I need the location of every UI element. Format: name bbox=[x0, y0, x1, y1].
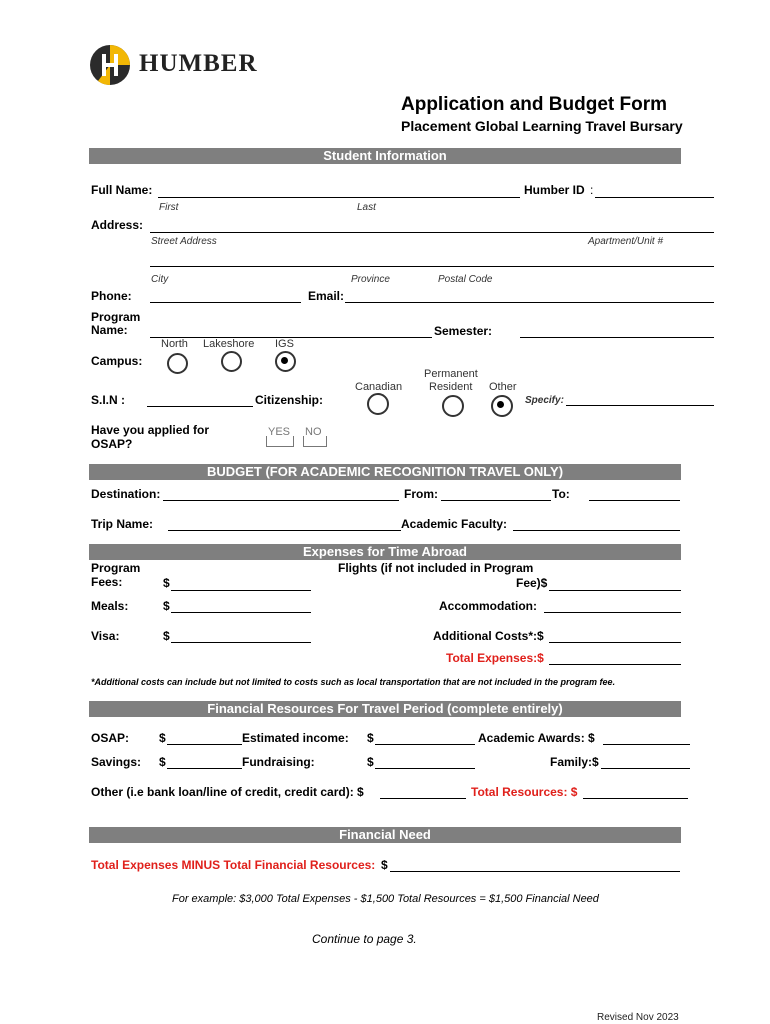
citizenship-permanent-resident-radio[interactable] bbox=[442, 395, 464, 417]
citizenship-canadian-radio[interactable] bbox=[367, 393, 389, 415]
savings-label: Savings: bbox=[91, 755, 142, 769]
email-field[interactable] bbox=[345, 302, 714, 303]
specify-field[interactable] bbox=[566, 405, 714, 406]
osap-no-option[interactable] bbox=[303, 426, 327, 448]
osap-no-label: NO bbox=[305, 426, 322, 438]
humber-id-field[interactable] bbox=[595, 197, 714, 198]
trip-name-label: Trip Name: bbox=[91, 517, 154, 531]
citizenship-option-canadian-label: Canadian bbox=[355, 381, 403, 393]
additional-costs-label: Additional Costs*:$ bbox=[433, 629, 544, 643]
citizenship-option-permanent-label: Permanent bbox=[424, 368, 478, 380]
citizenship-option-resident-label: Resident bbox=[429, 381, 473, 393]
street-caption: Street Address bbox=[151, 236, 217, 247]
citizenship-other-radio[interactable] bbox=[491, 395, 513, 417]
section-financial-resources: Financial Resources For Travel Period (complete entirely) bbox=[89, 701, 681, 717]
osap-yes-option[interactable] bbox=[266, 426, 294, 448]
street-address-field[interactable] bbox=[150, 232, 714, 233]
total-resources-label: Total Resources: $ bbox=[471, 785, 578, 799]
from-label: From: bbox=[404, 487, 438, 501]
meals-label: Meals: bbox=[91, 599, 129, 613]
visa-dollar: $ bbox=[163, 629, 170, 643]
campus-option-igs-label: IGS bbox=[275, 338, 294, 350]
meals-field[interactable] bbox=[171, 612, 311, 613]
campus-option-north-label: North bbox=[161, 338, 188, 350]
osap-question-line1: Have you applied for bbox=[91, 423, 210, 437]
campus-lakeshore-radio[interactable] bbox=[221, 351, 242, 372]
additional-costs-field[interactable] bbox=[549, 642, 681, 643]
program-fees-field[interactable] bbox=[171, 590, 311, 591]
campus-option-lakeshore-label: Lakeshore bbox=[203, 338, 255, 350]
page-title: Application and Budget Form bbox=[401, 94, 667, 115]
flights-label-line2: Fee)$ bbox=[516, 576, 548, 590]
citizenship-option-other-label: Other bbox=[489, 381, 517, 393]
osap-label: OSAP: bbox=[91, 731, 130, 745]
postal-caption: Postal Code bbox=[438, 274, 493, 285]
estimated-income-label: Estimated income: bbox=[242, 731, 349, 745]
full-name-label: Full Name: bbox=[91, 183, 153, 197]
academic-awards-label: Academic Awards: $ bbox=[478, 731, 595, 745]
citizenship-label: Citizenship: bbox=[255, 393, 323, 407]
estimated-income-field[interactable] bbox=[375, 744, 475, 745]
meals-dollar: $ bbox=[163, 599, 170, 613]
section-expenses: Expenses for Time Abroad bbox=[89, 544, 681, 560]
city-province-field[interactable] bbox=[150, 266, 714, 267]
from-field[interactable] bbox=[441, 500, 551, 501]
city-caption: City bbox=[151, 274, 169, 285]
visa-label: Visa: bbox=[91, 629, 120, 643]
estimated-income-dollar: $ bbox=[367, 731, 374, 745]
total-resources-field[interactable] bbox=[583, 798, 688, 799]
logo-text: HUMBER bbox=[139, 50, 258, 77]
family-label: Family:$ bbox=[550, 755, 599, 769]
section-financial-need: Financial Need bbox=[89, 827, 681, 843]
section-budget: BUDGET (FOR ACADEMIC RECOGNITION TRAVEL ONLY) bbox=[89, 464, 681, 480]
destination-label: Destination: bbox=[91, 487, 161, 501]
address-label: Address: bbox=[91, 218, 144, 232]
continue-note: Continue to page 3. bbox=[312, 932, 417, 946]
humber-logo-icon bbox=[89, 44, 131, 86]
humber-id-label: Humber ID bbox=[524, 183, 585, 197]
last-caption: Last bbox=[357, 202, 376, 213]
program-label-line1: Program bbox=[91, 310, 141, 324]
section-student-information: Student Information bbox=[89, 148, 681, 164]
total-expenses-label: Total Expenses:$ bbox=[446, 651, 544, 665]
fundraising-field[interactable] bbox=[375, 768, 475, 769]
trip-name-field[interactable] bbox=[168, 530, 401, 531]
visa-field[interactable] bbox=[171, 642, 311, 643]
full-name-field[interactable] bbox=[158, 197, 520, 198]
other-resources-field[interactable] bbox=[380, 798, 466, 799]
osap-dollar: $ bbox=[159, 731, 166, 745]
semester-label: Semester: bbox=[434, 324, 493, 338]
academic-faculty-field[interactable] bbox=[513, 530, 680, 531]
academic-faculty-label: Academic Faculty: bbox=[401, 517, 508, 531]
financial-need-formula-label: Total Expenses MINUS Total Financial Resources: bbox=[91, 858, 376, 872]
program-label-line2: Name: bbox=[91, 323, 128, 337]
fundraising-label: Fundraising: bbox=[242, 755, 315, 769]
savings-field[interactable] bbox=[167, 768, 242, 769]
other-resources-label: Other (i.e bank loan/line of credit, credit card): $ bbox=[91, 785, 364, 799]
program-fees-label-line1: Program bbox=[91, 561, 141, 575]
sin-field[interactable] bbox=[147, 406, 253, 407]
semester-field[interactable] bbox=[520, 337, 714, 338]
accommodation-field[interactable] bbox=[544, 612, 681, 613]
email-label: Email: bbox=[308, 289, 345, 303]
osap-yes-label: YES bbox=[268, 426, 291, 438]
destination-field[interactable] bbox=[163, 500, 399, 501]
academic-awards-field[interactable] bbox=[603, 744, 690, 745]
flights-label-line1: Flights (if not included in Program bbox=[338, 561, 534, 575]
program-fees-label-line2: Fees: bbox=[91, 575, 123, 589]
specify-label: Specify: bbox=[525, 395, 564, 406]
accommodation-label: Accommodation: bbox=[439, 599, 538, 613]
additional-costs-note: *Additional costs can include but not limited to costs such as local transportation that are not included in the program fee. bbox=[91, 677, 616, 687]
osap-question-line2: OSAP? bbox=[91, 437, 133, 451]
phone-field[interactable] bbox=[150, 302, 301, 303]
osap-field[interactable] bbox=[167, 744, 242, 745]
campus-north-radio[interactable] bbox=[167, 353, 188, 374]
revised-date: Revised Nov 2023 bbox=[597, 1012, 679, 1023]
apt-caption: Apartment/Unit # bbox=[588, 236, 664, 247]
to-label: To: bbox=[552, 487, 570, 501]
fundraising-dollar: $ bbox=[367, 755, 374, 769]
program-fees-dollar: $ bbox=[163, 576, 170, 590]
financial-need-field[interactable] bbox=[390, 871, 680, 872]
campus-label: Campus: bbox=[91, 354, 143, 368]
sin-label: S.I.N : bbox=[91, 393, 126, 407]
page-subtitle: Placement Global Learning Travel Bursary bbox=[401, 118, 683, 134]
campus-igs-radio[interactable] bbox=[275, 351, 296, 372]
first-caption: First bbox=[159, 202, 179, 213]
province-caption: Province bbox=[351, 274, 390, 285]
humber-id-colon: : bbox=[590, 183, 594, 197]
financial-need-example: For example: $3,000 Total Expenses - $1,500 Total Resources = $1,500 Financial Need bbox=[172, 893, 599, 905]
savings-dollar: $ bbox=[159, 755, 166, 769]
family-field[interactable] bbox=[601, 768, 690, 769]
flights-field[interactable] bbox=[549, 590, 681, 591]
to-field[interactable] bbox=[589, 500, 680, 501]
phone-label: Phone: bbox=[91, 289, 132, 303]
total-expenses-field[interactable] bbox=[549, 664, 681, 665]
financial-need-dollar: $ bbox=[381, 858, 388, 872]
